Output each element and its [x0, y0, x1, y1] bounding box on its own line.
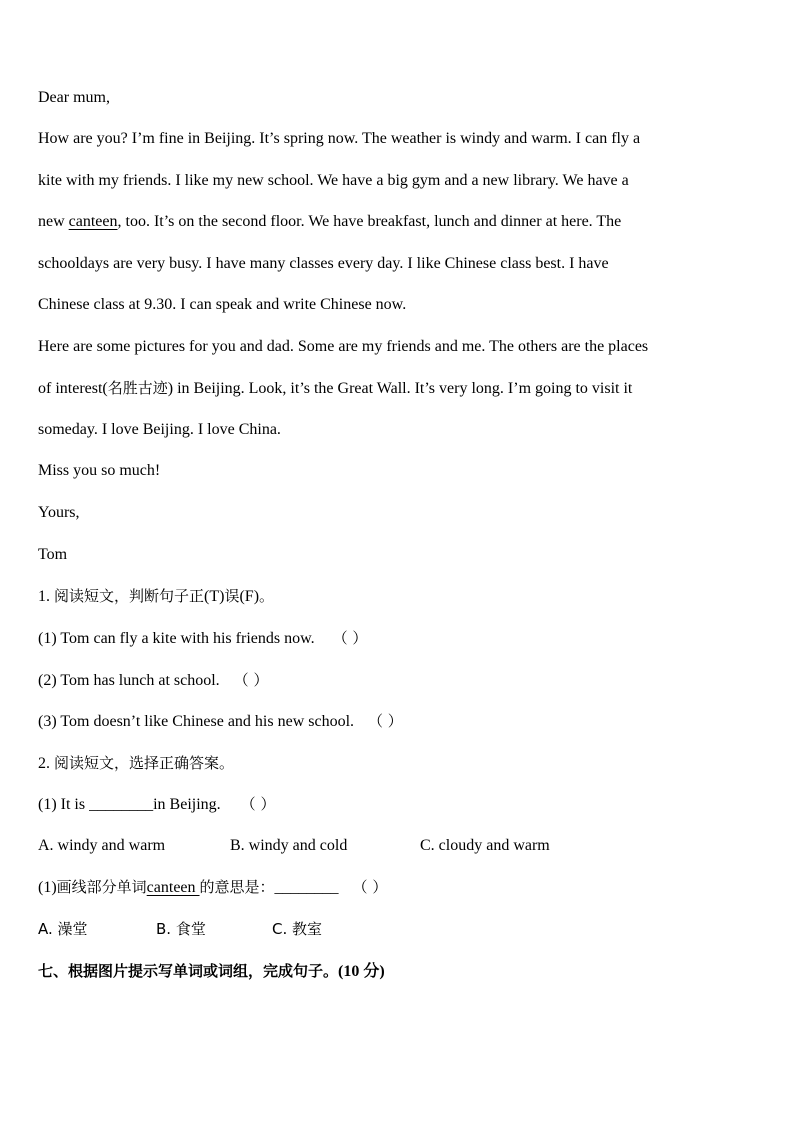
instruction-text: 画线部分单词	[56, 878, 147, 896]
letter-closing: Miss you so much!	[38, 462, 161, 479]
question-number: 2.	[38, 755, 54, 772]
text-segment: ) in Beijing. Look, it’s the Great Wall. It’s very long. I’m going to visit it	[167, 380, 633, 397]
option-c[interactable]: C. cloudy and warm	[420, 837, 550, 854]
answer-bracket[interactable]: （ ）	[240, 795, 276, 813]
options-row	[38, 919, 322, 939]
answer-blank[interactable]: ________	[89, 796, 154, 813]
question-text: (2) Tom has lunch at school.	[38, 672, 220, 689]
option-a[interactable]: A. windy and warm	[38, 837, 166, 854]
option-c[interactable]: C. 教室	[272, 920, 323, 938]
letter-line	[38, 378, 632, 399]
text-segment: (T)	[204, 588, 225, 605]
underlined-word-canteen: canteen	[68, 213, 118, 230]
answer-blank[interactable]: ________	[274, 879, 339, 896]
question-item	[38, 877, 387, 898]
letter-signature: Tom	[38, 546, 68, 563]
options-row	[38, 836, 550, 856]
instruction-text: 的意思是：	[199, 878, 275, 896]
question-item	[38, 628, 367, 649]
question-item	[38, 794, 275, 815]
letter-line	[38, 212, 621, 232]
letter-line: Here are some pictures for you and dad. Some are my friends and me. The others are the places	[38, 338, 649, 355]
answer-bracket[interactable]: （ ）	[368, 712, 403, 730]
instruction-text: 阅读短文，判断句子正	[54, 587, 205, 605]
option-a[interactable]: A. 澡堂	[38, 920, 88, 938]
letter-line: schooldays are very busy. I have many classes every day. I like Chinese class best. I have	[38, 255, 609, 272]
option-b[interactable]: B. windy and cold	[230, 837, 348, 854]
instruction-text: 误	[224, 587, 240, 605]
question-text: (1)	[38, 879, 57, 896]
question-1-title	[38, 586, 274, 607]
text-segment: , too. It’s on the second floor. We have breakfast, lunch and dinner at here. The	[117, 213, 622, 230]
chinese-gloss: 名胜古迹	[107, 379, 168, 397]
question-text: in Beijing.	[153, 796, 221, 813]
text-segment: (F)	[239, 588, 260, 605]
question-number: 1.	[38, 588, 54, 605]
letter-line: kite with my friends. I like my new school. We have a big gym and a new library. We have a	[38, 172, 629, 189]
question-text: (3) Tom doesn’t like Chinese and his new school.	[38, 713, 355, 730]
letter-closing: Yours,	[38, 504, 80, 521]
letter-line: Chinese class at 9.30. I can speak and write Chinese now.	[38, 296, 407, 313]
instruction-text: 。	[259, 587, 275, 605]
instruction-text: 阅读短文，选择正确答案。	[54, 754, 235, 772]
answer-bracket[interactable]: （ ）	[332, 629, 368, 647]
letter-greeting: Dear mum,	[38, 89, 110, 106]
section-points: (10 分)	[338, 963, 385, 980]
letter-line: someday. I love Beijing. I love China.	[38, 421, 281, 438]
question-item	[38, 711, 403, 732]
question-text: (1) It is	[38, 796, 90, 813]
answer-bracket[interactable]: （ ）	[352, 878, 388, 896]
section-7-heading	[38, 961, 385, 982]
question-text: (1) Tom can fly a kite with his friends now.	[38, 630, 315, 647]
question-item	[38, 670, 268, 691]
option-b[interactable]: B. 食堂	[156, 920, 206, 938]
text-segment: of interest(	[38, 380, 108, 397]
section-title: 七、根据图片提示写单词或词组，完成句子。	[38, 962, 339, 980]
underlined-word-canteen: canteen	[146, 879, 200, 896]
text-segment: new	[38, 213, 69, 230]
letter-line: How are you? I’m fine in Beijing. It’s spring now. The weather is windy and warm. I can fly a	[38, 130, 641, 147]
answer-bracket[interactable]: （ ）	[233, 671, 269, 689]
question-2-title	[38, 753, 234, 774]
